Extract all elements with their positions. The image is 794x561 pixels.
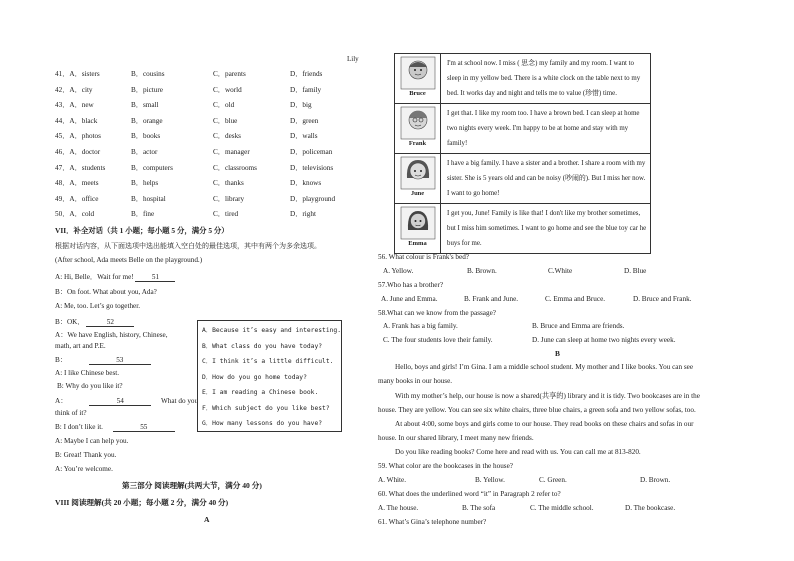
cloze-option-row (55, 147, 355, 163)
cloze-option-a[interactable]: 46．A．doctor (55, 148, 101, 156)
q58-option-d[interactable]: D. June can sleep at home two nights every week. (532, 336, 676, 344)
box-option-g[interactable]: G．How many lessons do you have? (202, 420, 323, 427)
profile-name: June (410, 190, 425, 197)
cloze-option-c[interactable]: C．blue (213, 116, 238, 125)
cloze-option-c[interactable]: C．desks (213, 132, 241, 141)
profile-avatar-cell (395, 154, 441, 204)
section7-title: VII．补全对话（共 1 小题；每小题 5 分，满分 5 分） (55, 226, 229, 235)
q60-option-b[interactable]: B. The sofa (462, 504, 496, 512)
question-56: 56. What colour is Frank's bed? (378, 253, 469, 261)
section8-title: VIII 阅读理解(共 20 小题；每小题 2 分，满分 40 分) (55, 498, 229, 507)
passage-a-letter: A (204, 515, 210, 524)
profile-row (395, 54, 651, 104)
cloze-option-row (55, 209, 355, 225)
dialog-line: A: I like Chinese best. (55, 369, 120, 377)
dialog-line: B: I don’t like it. 55 (55, 423, 175, 432)
dialog-line: A：We have English, history, Chinese, (55, 331, 168, 339)
q58-option-b[interactable]: B. Bruce and Emma are friends. (532, 322, 625, 330)
cloze-option-row (55, 85, 355, 101)
cloze-option-c[interactable]: C．thanks (213, 179, 244, 188)
cloze-option-c[interactable]: C．tired (213, 210, 239, 219)
dialog-line: think of it? (55, 409, 87, 417)
cloze-option-b[interactable]: B．helps (131, 179, 159, 188)
blank-55[interactable]: 55 (113, 423, 175, 432)
profile-text: I'm at school now. I miss ( 思念) my family and my room. I want to sleep in my yellow bed. There is a white clock on the table next to my bed. It works day and night and tells me to value (珍惜) time. (441, 54, 651, 104)
box-option-e[interactable]: E．I am reading a Chinese book. (202, 389, 319, 396)
cloze-option-b[interactable]: B．fine (131, 210, 155, 219)
cloze-option-b[interactable]: B．cousins (131, 70, 165, 78)
dialog-line: A: Me, too. Let’s go together. (55, 302, 141, 310)
bruce-avatar-icon (400, 56, 436, 90)
profiles-table (394, 53, 651, 254)
cloze-option-a[interactable]: 50．A．cold (55, 210, 95, 219)
name-lily: Lily (347, 55, 359, 63)
q57-option-c[interactable]: C. Emma and Bruce. (545, 295, 606, 303)
q56-option-b[interactable]: B. Brown. (467, 267, 497, 275)
cloze-option-b[interactable]: B．orange (131, 116, 163, 125)
q58-option-a[interactable]: A. Frank has a big family. (383, 322, 458, 330)
cloze-option-row (55, 194, 355, 210)
june-avatar-icon (400, 156, 436, 190)
dialog-line: B: Why do you like it? (57, 382, 123, 390)
question-58: 58.What can we know from the passage? (378, 309, 496, 317)
cloze-option-d[interactable]: D．green (290, 116, 319, 125)
question-61: 61. What’s Gina’s telephone number? (378, 518, 487, 526)
cloze-option-d[interactable]: D．knows (290, 179, 322, 188)
cloze-option-b[interactable]: B．picture (131, 85, 163, 94)
dialog-line: B：On foot. What about you, Ada? (55, 288, 157, 296)
cloze-option-row (55, 69, 355, 85)
cloze-option-a[interactable]: 42．A．city (55, 85, 93, 94)
cloze-option-row (55, 178, 355, 194)
cloze-option-a[interactable]: 41．A．sisters (55, 70, 100, 78)
profile-name: Emma (408, 240, 427, 247)
cloze-option-c[interactable]: C．world (213, 85, 242, 94)
cloze-option-row (55, 163, 355, 179)
passage-b-line: With my mother’s help, our house is now a shared(共享的) library and it is tidy. Two bookcases are in the (395, 392, 700, 400)
box-option-d[interactable]: D．How do you go home today? (202, 373, 307, 381)
passage-b-line: At about 4:00, some boys and girls come to our house. They read books on these chairs and sofas in our (395, 420, 694, 428)
box-option-a[interactable]: A．Because it’s easy and interesting. (202, 327, 341, 334)
q57-option-b[interactable]: B. Frank and June. (464, 295, 519, 303)
box-option-b[interactable]: B．What class do you have today? (202, 342, 323, 350)
question-59: 59. What color are the bookcases in the house? (378, 462, 513, 470)
passage-b-line: many books in our house. (378, 377, 453, 385)
dialog-line: A: Hi, Belle．Wait for me! 51 (55, 272, 175, 282)
dialog-line: A: You’re welcome. (55, 465, 113, 473)
profile-text: I get that. I like my room too. I have a brown bed. I can sleep at home two nights every week. I'm happy to be at home and stay with my family! (441, 104, 651, 154)
cloze-option-a[interactable]: 48．A．meets (55, 179, 99, 188)
cloze-option-b[interactable]: B．computers (131, 163, 173, 172)
q56-option-d[interactable]: D. Blue (624, 267, 647, 275)
cloze-option-d[interactable]: D．televisions (290, 163, 334, 172)
passage-b-line: house. In our shared library, I meet many new friends. (378, 434, 534, 442)
cloze-option-b[interactable]: B．small (131, 101, 159, 110)
cloze-option-d[interactable]: D．walls (290, 132, 318, 141)
passage-b-letter: B (555, 349, 560, 358)
question-60: 60. What does the underlined word “it” in Paragraph 2 refer to? (378, 490, 561, 498)
cloze-option-b[interactable]: B．books (131, 132, 161, 141)
q60-option-a[interactable]: A. The house. (378, 504, 419, 512)
profile-row (395, 154, 651, 204)
q58-option-c[interactable]: C. The four students love their family. (383, 336, 493, 344)
question-57: 57.Who has a brother? (378, 281, 444, 289)
dialog-line: math, art and P.E. (55, 342, 106, 350)
blank-53[interactable]: 53 (89, 356, 151, 365)
q57-option-d[interactable]: D. Bruce and Frank. (633, 295, 692, 303)
cloze-option-d[interactable]: D．family (290, 85, 322, 94)
cloze-option-c[interactable]: C．manager (213, 148, 250, 156)
profile-avatar-cell (395, 104, 441, 154)
options-box (197, 320, 342, 432)
blank-52[interactable]: 52 (86, 318, 134, 327)
cloze-option-d[interactable]: D．playground (290, 194, 336, 203)
cloze-option-a[interactable]: 44．A．black (55, 116, 98, 125)
cloze-option-a[interactable]: 43．A．new (55, 101, 94, 110)
cloze-option-b[interactable]: B．hospital (131, 194, 166, 203)
q56-option-a[interactable]: A. Yellow. (383, 267, 414, 275)
profile-text: I get you, June! Family is like that! I don't like my brother sometimes, but I miss him sometimes. I want to go home and see the blue toy car he buys for me. (441, 204, 651, 254)
cloze-option-d[interactable]: D．policeman (290, 148, 333, 156)
cloze-option-row (55, 116, 355, 132)
part3-title: 第三部分 阅读理解(共两大节，满分 40 分) (122, 481, 262, 490)
cloze-option-d[interactable]: D．right (290, 210, 316, 219)
dialog-line: B: Great! Thank you. (55, 451, 117, 459)
profile-name: Bruce (409, 90, 426, 97)
q60-option-d[interactable]: D. The bookcase. (625, 504, 676, 512)
cloze-option-a[interactable]: 45．A．photos (55, 132, 101, 141)
profile-text: I have a big family. I have a sister and a brother. I share a room with my sister. She is 5 years old and can be noisy (吵闹的). But I miss her now. I want to go home! (441, 154, 651, 204)
profile-name: Frank (408, 140, 427, 147)
q59-option-c[interactable]: C. Green. (539, 476, 567, 484)
q59-option-b[interactable]: B. Yellow. (475, 476, 505, 484)
passage-b-line: Do you like reading books? Come here and read with us. You can call me at 813-820. (395, 448, 641, 456)
cloze-option-row (55, 131, 355, 147)
cloze-option-c[interactable]: C．parents (213, 70, 246, 78)
cloze-option-a[interactable]: 47．A．students (55, 163, 106, 172)
blank-54[interactable]: 54 (89, 397, 151, 406)
cloze-option-row (55, 100, 355, 116)
cloze-option-d[interactable]: D．friends (290, 70, 323, 78)
blank-51[interactable]: 51 (135, 273, 175, 282)
frank-avatar-icon (400, 106, 436, 140)
dialog-line: A: Maybe I can help you. (55, 437, 129, 445)
dialog-line: B：OK． 52 (55, 317, 134, 327)
q59-option-d[interactable]: D. Brown. (640, 476, 671, 484)
emma-avatar-icon (400, 206, 436, 240)
q56-option-c[interactable]: C.White (548, 267, 573, 275)
profile-row (395, 204, 651, 254)
q59-option-a[interactable]: A. White. (378, 476, 407, 484)
box-option-c[interactable]: C．I think it’s a little difficult. (202, 358, 334, 365)
profile-avatar-cell (395, 204, 441, 254)
q60-option-c[interactable]: C. The middle school. (530, 504, 594, 512)
passage-b-line: house. They are yellow. You can see six white chairs, three blue chairs, a green sofa and two yellow sofas, too. (378, 406, 696, 414)
passage-b-line: Hello, boys and girls! I’m Gina. I am a middle school student. My mother and I like books. You can see (395, 363, 694, 371)
dialog-context: (After school, Ada meets Belle on the playground.) (55, 256, 203, 264)
cloze-option-c[interactable]: C．old (213, 101, 235, 110)
dialog-line: A： 54 What do you (55, 397, 199, 405)
profile-row (395, 104, 651, 154)
profile-avatar-cell (395, 54, 441, 104)
q57-option-a[interactable]: A. June and Emma. (381, 295, 438, 303)
dialog-line: B： 53 (55, 355, 151, 365)
section7-instruction: 根据对话内容，从下面选项中选出能填入空白处的最佳选项，其中有两个为多余选项。 (55, 242, 321, 250)
cloze-option-c[interactable]: C．classrooms (213, 163, 257, 172)
box-option-f[interactable]: F．Which subject do you like best? (202, 404, 330, 412)
cloze-option-b[interactable]: B．actor (131, 148, 158, 156)
cloze-option-d[interactable]: D．big (290, 101, 312, 110)
cloze-option-c[interactable]: C．library (213, 194, 245, 203)
cloze-option-a[interactable]: 49．A．office (55, 194, 99, 203)
